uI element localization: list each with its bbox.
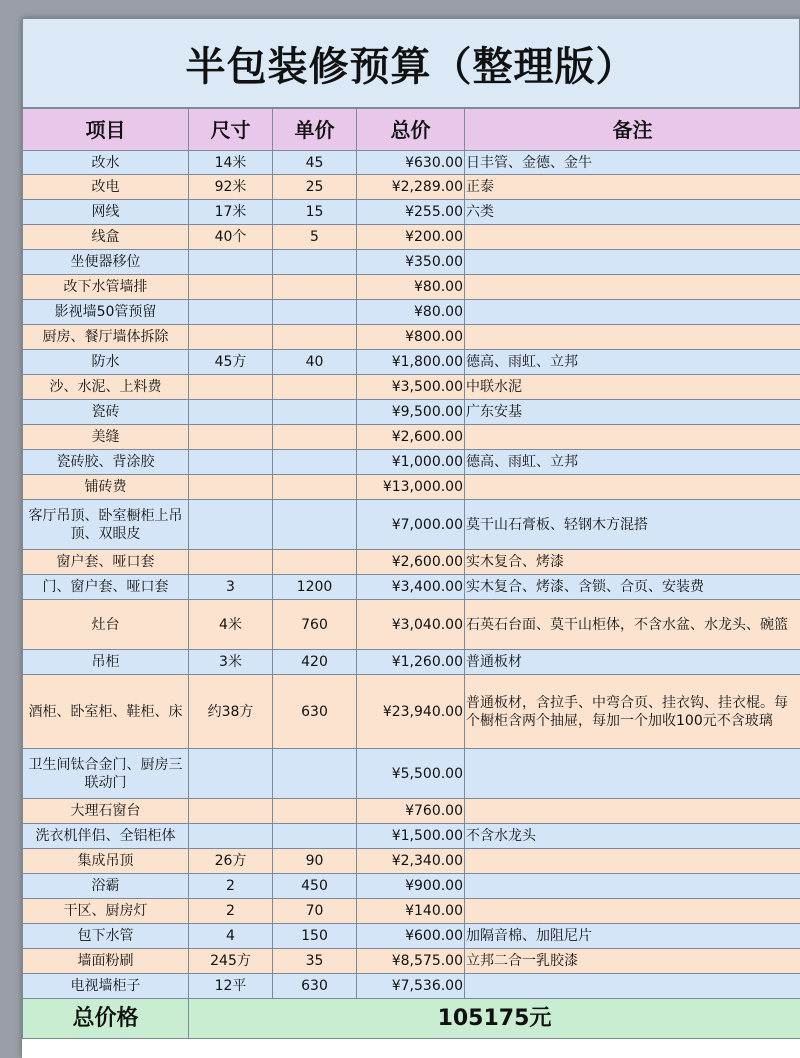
cell-size [189, 425, 273, 450]
cell-total: ¥800.00 [357, 325, 465, 350]
cell-size [189, 450, 273, 475]
cell-total: ¥2,289.00 [357, 175, 465, 200]
table-row [23, 749, 800, 799]
cell-size [189, 400, 273, 425]
table-row [23, 799, 800, 824]
cell-note [465, 974, 800, 999]
table-row [23, 450, 800, 475]
cell-item: 网线 [23, 200, 189, 225]
cell-total: ¥13,000.00 [357, 475, 465, 500]
cell-unit [273, 824, 357, 849]
summary-value: 105175元 [189, 999, 800, 1039]
cell-item: 坐便器移位 [23, 250, 189, 275]
cell-unit: 25 [273, 175, 357, 200]
table-row [23, 500, 800, 550]
cell-size: 3 [189, 575, 273, 600]
cell-unit [273, 300, 357, 325]
cell-unit: 630 [273, 675, 357, 749]
budget-table [22, 108, 800, 1039]
cell-item: 线盒 [23, 225, 189, 250]
cell-note: 中联水泥 [465, 375, 800, 400]
header-unit-price: 单价 [273, 109, 357, 151]
table-row [23, 275, 800, 300]
cell-item: 改下水管墙排 [23, 275, 189, 300]
cell-size: 26方 [189, 849, 273, 874]
cell-note: 普通板材 [465, 650, 800, 675]
cell-size: 40个 [189, 225, 273, 250]
cell-item: 改水 [23, 151, 189, 175]
cell-unit: 40 [273, 350, 357, 375]
cell-unit: 760 [273, 600, 357, 650]
cell-total: ¥3,040.00 [357, 600, 465, 650]
table-row [23, 425, 800, 450]
cell-size [189, 275, 273, 300]
cell-item: 改电 [23, 175, 189, 200]
cell-size [189, 250, 273, 275]
cell-unit: 450 [273, 874, 357, 899]
cell-size: 17米 [189, 200, 273, 225]
cell-size [189, 475, 273, 500]
table-row [23, 375, 800, 400]
cell-note [465, 849, 800, 874]
cell-unit: 150 [273, 924, 357, 949]
cell-item: 墙面粉刷 [23, 949, 189, 974]
cell-note [465, 799, 800, 824]
cell-item: 门、窗户套、哑口套 [23, 575, 189, 600]
cell-size: 12平 [189, 974, 273, 999]
cell-note: 石英石台面、莫干山柜体，不含水盆、水龙头、碗篮 [465, 600, 800, 650]
cell-size [189, 550, 273, 575]
cell-size [189, 824, 273, 849]
cell-note [465, 749, 800, 799]
table-row [23, 575, 800, 600]
cell-item: 包下水管 [23, 924, 189, 949]
cell-total: ¥350.00 [357, 250, 465, 275]
table-row [23, 949, 800, 974]
cell-item: 卫生间钛合金门、厨房三联动门 [23, 749, 189, 799]
cell-unit [273, 799, 357, 824]
cell-unit: 15 [273, 200, 357, 225]
cell-total: ¥2,600.00 [357, 550, 465, 575]
table-row [23, 350, 800, 375]
table-row [23, 250, 800, 275]
cell-unit [273, 275, 357, 300]
cell-size [189, 375, 273, 400]
table-row [23, 300, 800, 325]
table-row [23, 899, 800, 924]
cell-item: 干区、厨房灯 [23, 899, 189, 924]
cell-size: 4米 [189, 600, 273, 650]
cell-total: ¥7,536.00 [357, 974, 465, 999]
header-item: 项目 [23, 109, 189, 151]
cell-unit [273, 325, 357, 350]
cell-item: 大理石窗台 [23, 799, 189, 824]
cell-item: 浴霸 [23, 874, 189, 899]
cell-note: 加隔音棉、加阻尼片 [465, 924, 800, 949]
cell-total: ¥900.00 [357, 874, 465, 899]
cell-unit: 70 [273, 899, 357, 924]
cell-item: 影视墙50管预留 [23, 300, 189, 325]
cell-total: ¥1,000.00 [357, 450, 465, 475]
cell-total: ¥1,500.00 [357, 824, 465, 849]
table-row [23, 874, 800, 899]
cell-note: 广东安基 [465, 400, 800, 425]
cell-unit [273, 400, 357, 425]
cell-total: ¥7,000.00 [357, 500, 465, 550]
cell-unit: 90 [273, 849, 357, 874]
cell-unit: 45 [273, 151, 357, 175]
cell-size: 3米 [189, 650, 273, 675]
cell-item: 防水 [23, 350, 189, 375]
header-size: 尺寸 [189, 109, 273, 151]
table-row [23, 325, 800, 350]
cell-item: 瓷砖 [23, 400, 189, 425]
cell-item: 沙、水泥、上料费 [23, 375, 189, 400]
table-row [23, 175, 800, 200]
cell-unit [273, 550, 357, 575]
sheet-title: 半包装修预算（整理版） [22, 18, 800, 108]
cell-note [465, 874, 800, 899]
cell-note [465, 275, 800, 300]
cell-item: 铺砖费 [23, 475, 189, 500]
cell-note [465, 899, 800, 924]
cell-note [465, 225, 800, 250]
table-row [23, 650, 800, 675]
cell-size [189, 300, 273, 325]
table-row [23, 225, 800, 250]
cell-total: ¥200.00 [357, 225, 465, 250]
cell-total: ¥630.00 [357, 151, 465, 175]
table-row [23, 675, 800, 749]
cell-note: 普通板材，含拉手、中弯合页、挂衣钩、挂衣棍。每个橱柜含两个抽屉，每加一个加收100元不含玻璃 [465, 675, 800, 749]
table-row [23, 475, 800, 500]
table-row [23, 924, 800, 949]
cell-note [465, 425, 800, 450]
cell-total: ¥2,340.00 [357, 849, 465, 874]
cell-unit [273, 500, 357, 550]
table-row [23, 600, 800, 650]
cell-unit: 35 [273, 949, 357, 974]
summary-label: 总价格 [23, 999, 189, 1039]
cell-unit [273, 450, 357, 475]
cell-note: 立邦二合一乳胶漆 [465, 949, 800, 974]
summary-row [23, 999, 800, 1039]
cell-size: 2 [189, 899, 273, 924]
cell-total: ¥1,800.00 [357, 350, 465, 375]
cell-note: 实木复合、烤漆 [465, 550, 800, 575]
table-row [23, 200, 800, 225]
cell-unit [273, 749, 357, 799]
cell-note: 日丰管、金德、金牛 [465, 151, 800, 175]
cell-total: ¥255.00 [357, 200, 465, 225]
cell-note [465, 250, 800, 275]
cell-item: 电视墙柜子 [23, 974, 189, 999]
header-total: 总价 [357, 109, 465, 151]
table-row [23, 550, 800, 575]
cell-note: 德高、雨虹、立邦 [465, 450, 800, 475]
cell-total: ¥1,260.00 [357, 650, 465, 675]
cell-unit [273, 475, 357, 500]
table-row [23, 824, 800, 849]
cell-note [465, 300, 800, 325]
cell-size [189, 500, 273, 550]
cell-note [465, 325, 800, 350]
table-row [23, 151, 800, 175]
cell-size: 14米 [189, 151, 273, 175]
cell-size: 245方 [189, 949, 273, 974]
cell-unit [273, 375, 357, 400]
cell-total: ¥760.00 [357, 799, 465, 824]
cell-total: ¥5,500.00 [357, 749, 465, 799]
cell-item: 瓷砖胶、背涂胶 [23, 450, 189, 475]
cell-item: 集成吊顶 [23, 849, 189, 874]
cell-size: 45方 [189, 350, 273, 375]
cell-size [189, 799, 273, 824]
cell-total: ¥3,400.00 [357, 575, 465, 600]
cell-unit [273, 250, 357, 275]
cell-note: 德高、雨虹、立邦 [465, 350, 800, 375]
cell-item: 窗户套、哑口套 [23, 550, 189, 575]
cell-item: 吊柜 [23, 650, 189, 675]
cell-unit: 1200 [273, 575, 357, 600]
table-row [23, 849, 800, 874]
cell-unit: 420 [273, 650, 357, 675]
cell-total: ¥140.00 [357, 899, 465, 924]
header-note: 备注 [465, 109, 800, 151]
cell-total: ¥80.00 [357, 275, 465, 300]
cell-total: ¥600.00 [357, 924, 465, 949]
cell-unit: 5 [273, 225, 357, 250]
cell-item: 厨房、餐厅墙体拆除 [23, 325, 189, 350]
cell-size [189, 325, 273, 350]
header-row [23, 109, 800, 151]
cell-unit: 630 [273, 974, 357, 999]
cell-note [465, 475, 800, 500]
cell-total: ¥9,500.00 [357, 400, 465, 425]
cell-item: 洗衣机伴侣、全铝柜体 [23, 824, 189, 849]
table-row [23, 974, 800, 999]
cell-unit [273, 425, 357, 450]
cell-size: 4 [189, 924, 273, 949]
cell-item: 酒柜、卧室柜、鞋柜、床 [23, 675, 189, 749]
cell-note: 六类 [465, 200, 800, 225]
cell-total: ¥2,600.00 [357, 425, 465, 450]
cell-item: 客厅吊顶、卧室橱柜上吊顶、双眼皮 [23, 500, 189, 550]
cell-total: ¥8,575.00 [357, 949, 465, 974]
cell-total: ¥3,500.00 [357, 375, 465, 400]
cell-size [189, 749, 273, 799]
cell-total: ¥80.00 [357, 300, 465, 325]
cell-size: 2 [189, 874, 273, 899]
cell-note: 不含水龙头 [465, 824, 800, 849]
cell-item: 灶台 [23, 600, 189, 650]
cell-size: 92米 [189, 175, 273, 200]
cell-note: 实木复合、烤漆、含锁、合页、安装费 [465, 575, 800, 600]
cell-total: ¥23,940.00 [357, 675, 465, 749]
cell-item: 美缝 [23, 425, 189, 450]
cell-size: 约38方 [189, 675, 273, 749]
table-row [23, 400, 800, 425]
cell-note: 正泰 [465, 175, 800, 200]
cell-note: 莫干山石膏板、轻钢木方混搭 [465, 500, 800, 550]
